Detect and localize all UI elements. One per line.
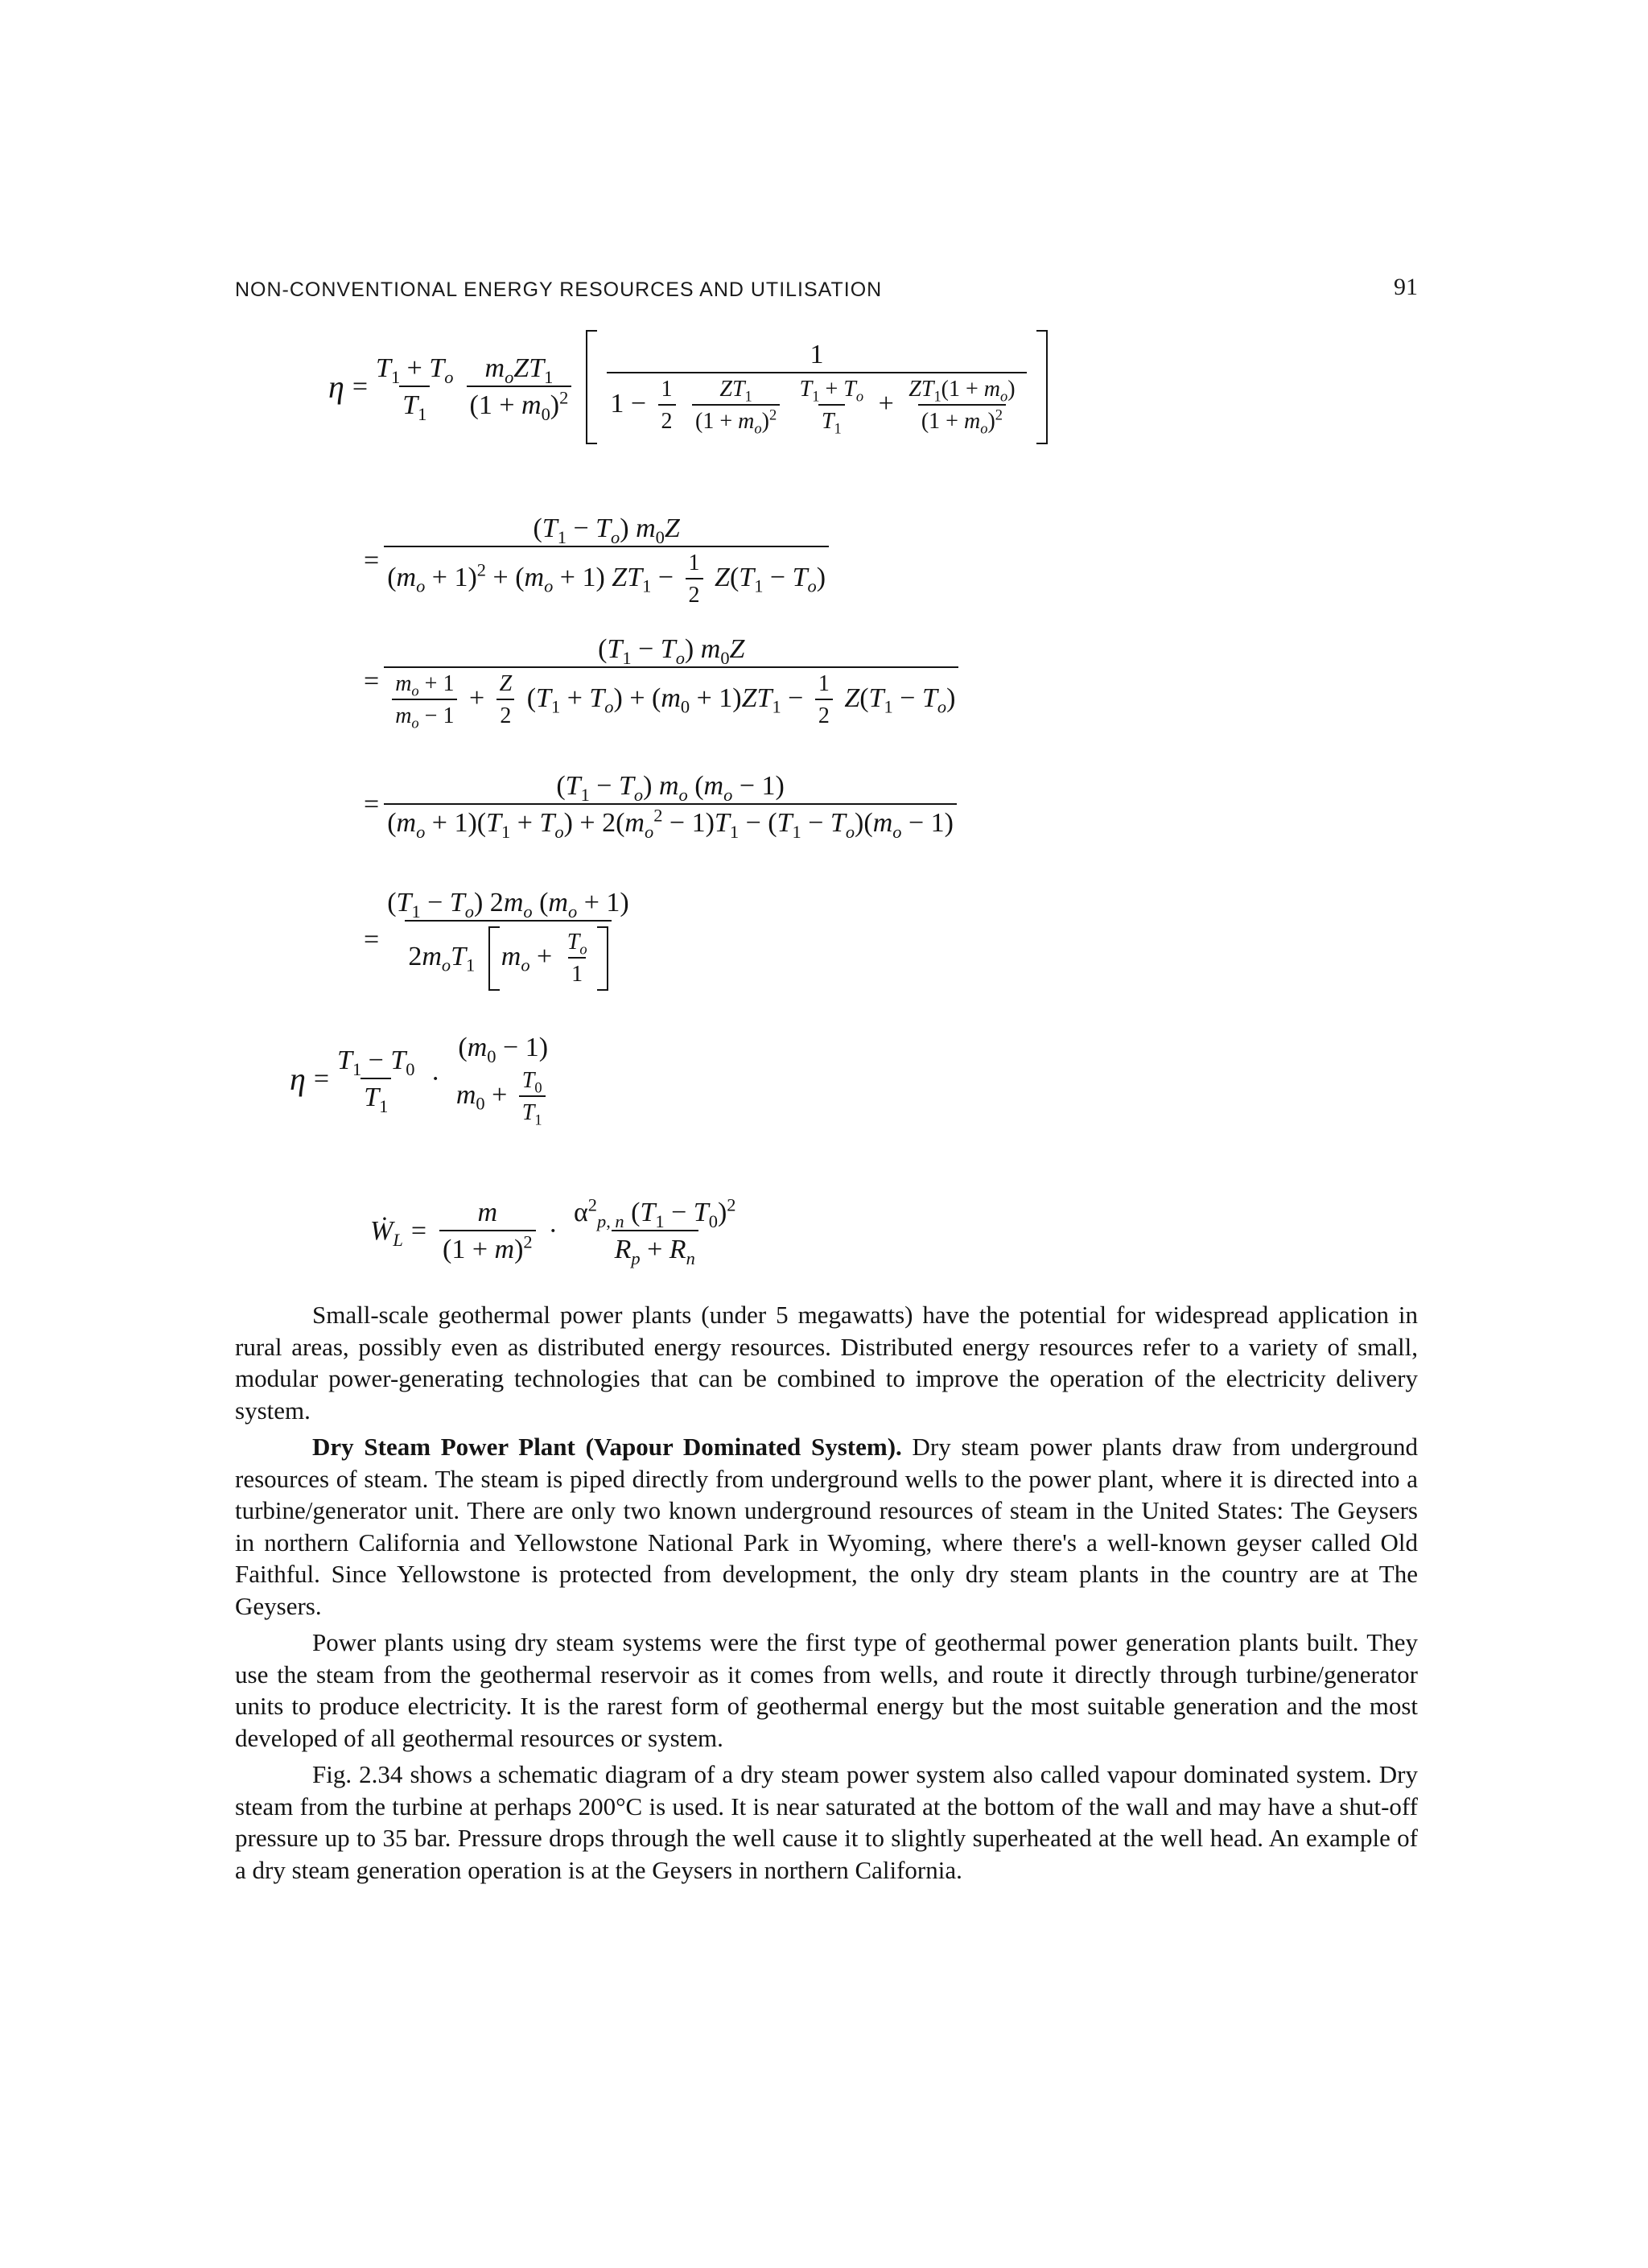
paragraph: Dry Steam Power Plant (Vapour Dominated System). Dry steam power plants draw from underground resources of steam. The steam is piped directly from underground wells to the power plant, where it is directed into a turbine/generator unit. There are only two known underground resources of steam in the United States: The Geysers in northern California and Yellowstone National Park in Wyoming, where there's a well-known geyser called Old Faithful. Since Yellowstone is protected from development, the only dry steam plants in the country are at The Geysers. — [235, 1433, 1418, 1620]
running-title: NON-CONVENTIONAL ENERGY RESOURCES AND UTILISATION — [235, 278, 883, 301]
equation-4: = $\frac{(T_1 - T_o) m_o (m_o - 1)}{(m_o + 1)(T_1 + T_o) + 2(m_o^2 - 1)T_1 - (T_1 - T_o)(m_o - 1)}$ — [364, 773, 962, 837]
equation-2: = $(T_1 - T_o)$ $m_0Z$ $(m_o + 1)^2 + (m_o + 1) ZT_1$ − $\frac{1}{2}$ $Z(T_1 - T_o)$ — [364, 515, 834, 607]
equation-5: = $(T_1 - T_o)$ $2m_o$ $(m_o + 1)$ $2m_oT_1$ $m_o$ + $\frac{T_o}{1}$ — [364, 889, 637, 991]
fraction: $\frac{\alpha^2_{p, n} (T_1 - T_0)^2}{R_p + R_n}$ — [573, 1194, 736, 1268]
square-bracket — [586, 330, 1047, 444]
fraction: $\frac{T_1 - T_0}{T_1}$ — [337, 1045, 415, 1116]
fraction: $(T_1 - T_o)$ $2m_o$ $(m_o + 1)$ $2m_oT_1$ $m_o$ + $\frac{T_o}{1}$ — [384, 889, 632, 991]
eta-symbol: η — [328, 369, 344, 405]
equals-sign: = — [352, 372, 369, 402]
paragraph: Power plants using dry steam systems were the first type of geothermal power generation plants built. They use the steam from the geothermal reservoir as it comes from wells, and route it directly through turbine/generator units to produce electricity. It is the rarest form of geothermal energy but the most suitable generation and the most developed of all geothermal resources or system. — [235, 1628, 1418, 1752]
fraction: $(T_1 - T_o)$ $m_0Z$ $\frac{m_o + 1}{m_o - 1}$ + $\frac{Z}{2}$ $(T_1 + T_o) + (m_0 + 1)ZT_1$ − $\frac{1}{2}$ $Z(T_1 - T_o)$ — [384, 636, 958, 728]
equation-3: = $(T_1 - T_o)$ $m_0Z$ $\frac{m_o + 1}{m_o - 1}$ + $\frac{Z}{2}$ $(T_1 + T_o) + (m_0 + 1)ZT_1$ − $\frac{1}{2}$ $Z(T_1 - T_o)$ — [364, 636, 963, 728]
paragraph: Fig. 2.34 shows a schematic diagram of a dry steam power system also called vapour dominated system. Dry steam from the turbine at perhaps 200°C is used. It is near saturated at the bottom of the wall and may have a shut-off pressure up to 35 bar. Pressure drops through the well cause it to slightly superheated at the well head. An example of a dry steam generation operation is at the Geysers in northern California. — [235, 1760, 1418, 1884]
paragraph: Small-scale geothermal power plants (under 5 megawatts) have the potential for widespread application in rural areas, possibly even as distributed energy resources. Distributed energy resources refer to a variety of small, modular power-generating technologies that can be combined to improve the operation of the electricity delivery system. — [235, 1301, 1418, 1425]
fraction: $\frac{m_oZT_1}{(1 + m_0)^2}$ — [467, 355, 572, 419]
equation-1 — [328, 330, 1048, 444]
fraction: $\frac{(T_1 - T_o) m_o (m_o - 1)}{(m_o + 1)(T_1 + T_o) + 2(m_o^2 - 1)T_1 - (T_1 - T_o)(m_o - 1)}$ — [384, 773, 957, 837]
equation-7: Ẇ$_L$ = $\frac{m}{(1 + m)^2}$ · $\frac{\alpha^2_{p, n} (T_1 - T_0)^2}{R_p + R_n}$ — [370, 1199, 744, 1264]
body-text — [235, 1299, 1418, 1891]
fraction: $(T_1 - T_o)$ $m_0Z$ $(m_o + 1)^2 + (m_o + 1) ZT_1$ − $\frac{1}{2}$ $Z(T_1 - T_o)$ — [384, 515, 829, 607]
section-heading: Dry Steam Power Plant (Vapour Dominated System). — [312, 1433, 902, 1461]
page-number: 91 — [1394, 274, 1418, 300]
fraction: $(m_0 - 1)$ $m_0$ + $\frac{T_0}{T_1}$ — [455, 1033, 549, 1128]
fraction: 1 1 − $\frac{1}{2}$ $\frac{ZT_1}{(1 + m_o)^2}$ $\frac{T_1 + T_o}{T_1}$ + $\frac{ZT_1(1 + m_o)}{(1 + m_o)^2}$ — [607, 341, 1026, 433]
fraction: $\frac{m}{(1 + m)^2}$ — [439, 1199, 536, 1264]
fraction: $\frac{T_1 + T_o}{T_1}$ — [376, 353, 454, 424]
equation-6: η = $\frac{T_1 - T_0}{T_1}$ · $(m_0 - 1)$ $m_0$ + $\frac{T_0}{T_1}$ — [290, 1034, 558, 1124]
